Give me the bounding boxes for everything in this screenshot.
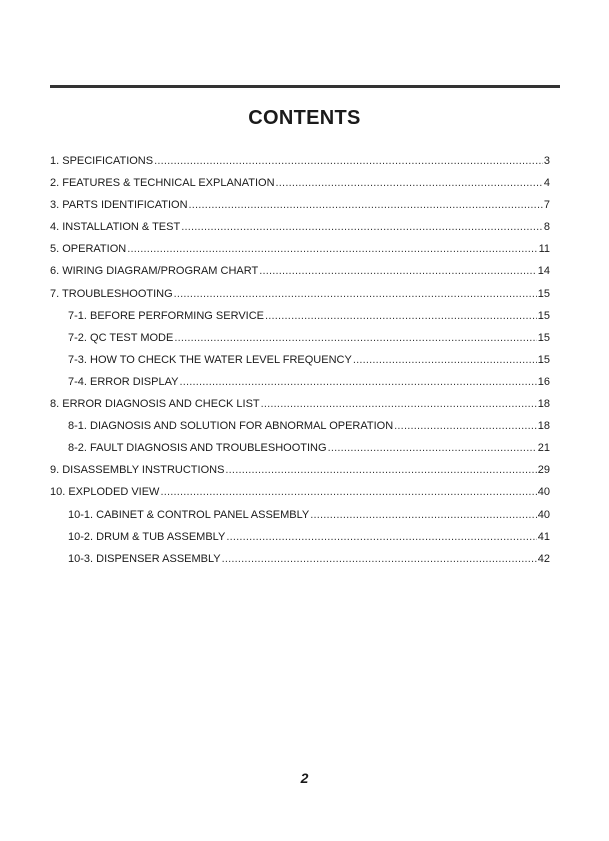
toc-subentry[interactable]	[50, 349, 550, 371]
table-of-contents	[50, 150, 550, 570]
toc-entry-label: 10. EXPLODED VIEW	[50, 486, 160, 499]
toc-entry-label: 8-2. FAULT DIAGNOSIS AND TROUBLESHOOTING	[68, 442, 327, 455]
toc-entry-page: 15	[537, 309, 550, 322]
toc-entry-label: 8. ERROR DIAGNOSIS AND CHECK LIST	[50, 398, 260, 411]
toc-dot-leader	[181, 216, 543, 238]
toc-entry-label: 5. OPERATION	[50, 243, 127, 256]
toc-entry-page: 14	[537, 265, 550, 278]
toc-dot-leader	[189, 194, 543, 216]
toc-entry-label: 7-1. BEFORE PERFORMING SERVICE	[68, 309, 265, 322]
toc-dot-leader	[179, 371, 536, 393]
toc-entry[interactable]	[50, 283, 550, 305]
toc-dot-leader	[222, 548, 537, 570]
toc-subentry[interactable]	[50, 526, 550, 548]
toc-dot-leader	[276, 172, 543, 194]
toc-entry-page: 42	[537, 552, 550, 565]
toc-entry-page: 11	[538, 243, 550, 256]
toc-dot-leader	[154, 150, 543, 172]
toc-entry-label: 4. INSTALLATION & TEST	[50, 221, 181, 234]
toc-entry-label: 1. SPECIFICATIONS	[50, 155, 154, 167]
toc-entry[interactable]	[50, 260, 550, 282]
toc-entry-label: 3. PARTS IDENTIFICATION	[50, 199, 188, 212]
toc-entry-page: 8	[543, 221, 550, 234]
toc-entry-label: 7-2. QC TEST MODE	[68, 331, 174, 344]
toc-entry-page: 3	[543, 155, 550, 167]
toc-entry-page: 15	[537, 353, 550, 366]
toc-dot-leader	[225, 459, 536, 481]
page-number: 2	[300, 770, 309, 786]
toc-entry-page: 18	[537, 398, 550, 411]
toc-dot-leader	[310, 504, 536, 526]
toc-dot-leader	[328, 437, 537, 459]
toc-entry-label: 10-3. DISPENSER ASSEMBLY	[68, 552, 221, 565]
toc-dot-leader	[160, 481, 536, 503]
toc-subentry[interactable]	[50, 305, 550, 327]
toc-entry-label: 10-2. DRUM & TUB ASSEMBLY	[68, 530, 226, 543]
toc-entry-page: 15	[537, 287, 550, 300]
toc-entry-label: 7-4. ERROR DISPLAY	[68, 375, 179, 388]
toc-subentry[interactable]	[50, 415, 550, 437]
toc-entry-page: 4	[543, 177, 550, 190]
toc-dot-leader	[394, 415, 537, 437]
toc-subentry[interactable]	[50, 504, 550, 526]
toc-dot-leader	[265, 305, 537, 327]
toc-entry-page: 41	[537, 530, 550, 543]
toc-dot-leader	[174, 283, 537, 305]
toc-entry-page: 16	[537, 375, 550, 388]
top-divider	[50, 85, 560, 88]
toc-dot-leader	[174, 327, 536, 349]
toc-entry[interactable]	[50, 216, 550, 238]
toc-entry-page: 40	[537, 508, 550, 521]
toc-dot-leader	[261, 393, 537, 415]
toc-entry-page: 7	[543, 199, 550, 212]
toc-entry-page: 29	[537, 464, 550, 477]
toc-dot-leader	[226, 526, 536, 548]
toc-entry[interactable]	[50, 172, 550, 194]
toc-entry-label: 6. WIRING DIAGRAM/PROGRAM CHART	[50, 265, 259, 278]
toc-entry[interactable]	[50, 194, 550, 216]
toc-subentry[interactable]	[50, 437, 550, 459]
toc-entry-label: 9. DISASSEMBLY INSTRUCTIONS	[50, 464, 225, 477]
toc-subentry[interactable]	[50, 548, 550, 570]
toc-entry[interactable]	[50, 150, 550, 172]
toc-dot-leader	[353, 349, 537, 371]
toc-subentry[interactable]	[50, 327, 550, 349]
toc-entry-page: 18	[537, 420, 550, 433]
toc-entry[interactable]	[50, 393, 550, 415]
toc-entry-page: 40	[537, 486, 550, 499]
toc-entry[interactable]	[50, 459, 550, 481]
toc-entry[interactable]	[50, 238, 550, 260]
toc-entry-label: 2. FEATURES & TECHNICAL EXPLANATION	[50, 177, 275, 190]
page-title: CONTENTS	[248, 107, 361, 129]
toc-entry[interactable]	[50, 481, 550, 503]
toc-entry-label: 8-1. DIAGNOSIS AND SOLUTION FOR ABNORMAL OPERATION	[68, 420, 394, 433]
toc-subentry[interactable]	[50, 371, 550, 393]
toc-entry-label: 7. TROUBLESHOOTING	[50, 287, 173, 300]
toc-entry-label: 7-3. HOW TO CHECK THE WATER LEVEL FREQUENCY	[68, 353, 352, 366]
toc-entry-label: 10-1. CABINET & CONTROL PANEL ASSEMBLY	[68, 508, 310, 521]
toc-entry-page: 15	[537, 331, 550, 344]
toc-dot-leader	[259, 260, 537, 282]
toc-dot-leader	[127, 238, 537, 260]
toc-entry-page: 21	[537, 442, 550, 455]
